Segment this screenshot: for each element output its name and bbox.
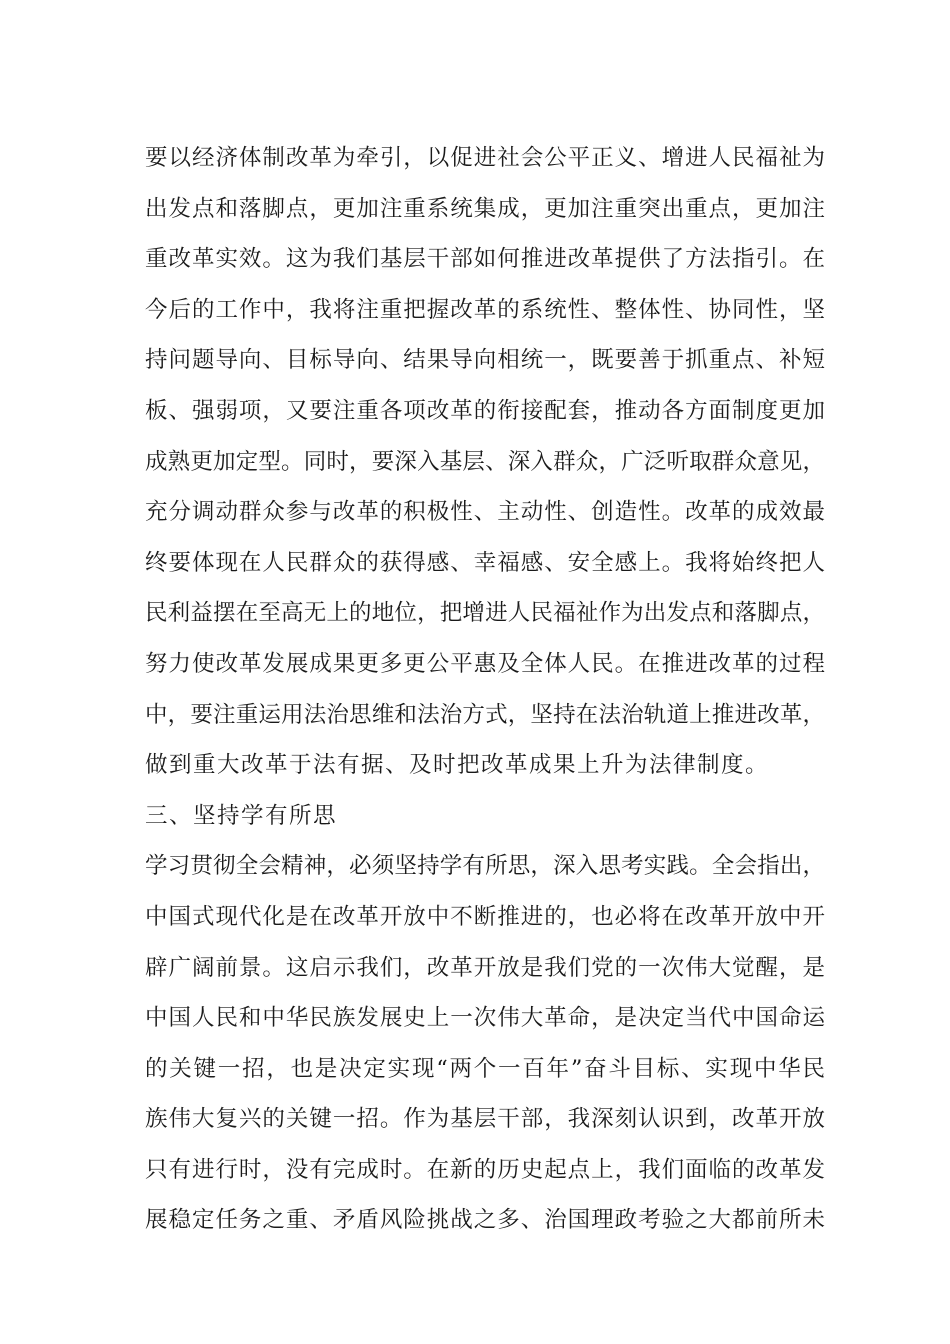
paragraph-end-line: 做到重大改革于法有据、及时把改革成果上升为法律制度。 (145, 752, 770, 779)
text-line: 民利益摆在至高无上的地位，把增进人民福祉作为出发点和落脚点， (145, 600, 825, 627)
text-line: 充分调动群众参与改革的积极性、主动性、创造性。改革的成效最 (145, 499, 825, 526)
text-line: 终要体现在人民群众的获得感、幸福感、安全感上。我将始终把人 (145, 549, 825, 576)
text-line: 出发点和落脚点，更加注重系统集成，更加注重突出重点，更加注 (145, 195, 825, 222)
body-text (145, 133, 825, 1246)
text-line: 族伟大复兴的关键一招。作为基层干部，我深刻认识到，改革开放 (145, 1106, 825, 1133)
text-line: 的关键一招，也是决定实现“两个一百年”奋斗目标、实现中华民 (145, 1055, 825, 1082)
text-line: 中国式现代化是在改革开放中不断推进的，也必将在改革开放中开 (145, 903, 825, 930)
text-line: 重改革实效。这为我们基层干部如何推进改革提供了方法指引。在 (145, 246, 825, 273)
text-line: 中国人民和中华民族发展史上一次伟大革命，是决定当代中国命运 (145, 1005, 825, 1032)
text-line: 成熟更加定型。同时，要深入基层、深入群众，广泛听取群众意见， (145, 448, 825, 475)
text-line: 展稳定任务之重、矛盾风险挑战之多、治国理政考验之大都前所未 (145, 1207, 825, 1234)
text-line: 中，要注重运用法治思维和法治方式，坚持在法治轨道上推进改革， (145, 701, 825, 728)
text-line: 要以经济体制改革为牵引，以促进社会公平正义、增进人民福祉为 (145, 145, 825, 171)
text-line: 辟广阔前景。这启示我们，改革开放是我们党的一次伟大觉醒，是 (145, 954, 825, 981)
text-line: 只有进行时，没有完成时。在新的历史起点上，我们面临的改革发 (145, 1156, 825, 1183)
text-line: 学习贯彻全会精神，必须坚持学有所思，深入思考实践。全会指出， (145, 853, 825, 880)
text-line: 努力使改革发展成果更多更公平惠及全体人民。在推进改革的过程 (145, 650, 825, 677)
section-heading: 三、坚持学有所思 (145, 802, 338, 829)
text-line: 板、强弱项，又要注重各项改革的衔接配套，推动各方面制度更加 (145, 397, 825, 424)
text-line: 今后的工作中，我将注重把握改革的系统性、整体性、协同性，坚 (145, 296, 825, 323)
text-line: 持问题导向、目标导向、结果导向相统一，既要善于抓重点、补短 (145, 347, 825, 374)
